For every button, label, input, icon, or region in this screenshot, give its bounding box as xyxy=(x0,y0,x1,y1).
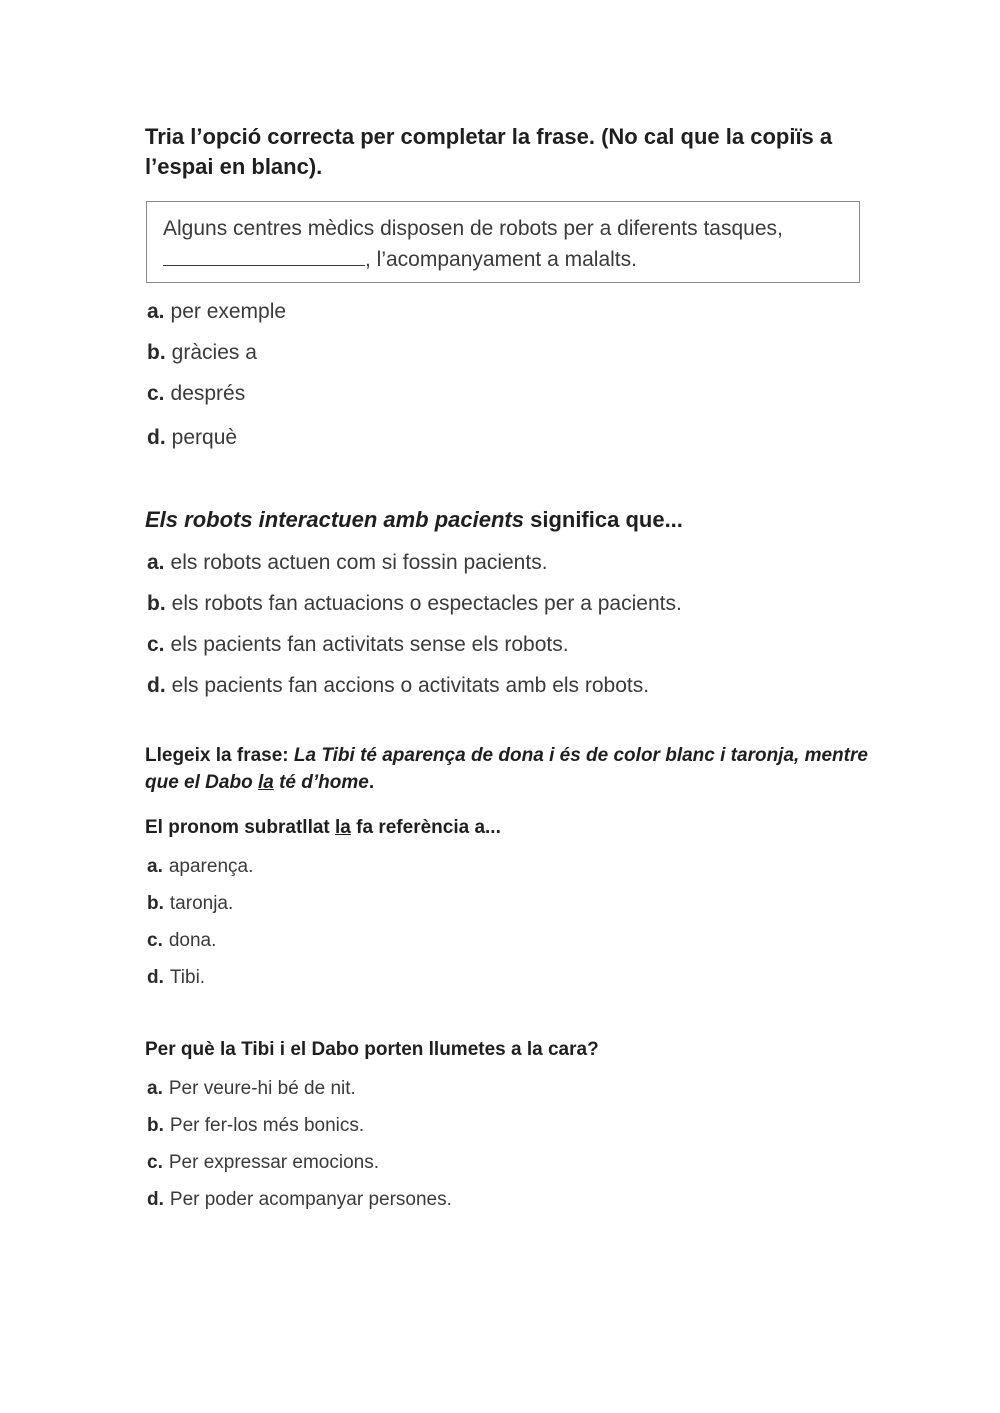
question-3-title xyxy=(145,815,501,841)
q1-option-b[interactable] xyxy=(147,341,257,365)
sentence-part-1: Alguns centres mèdics disposen de robots per a diferents tasques, xyxy=(163,217,783,240)
q2-option-a[interactable] xyxy=(147,551,548,575)
q1-option-d[interactable] xyxy=(147,426,237,450)
q3-option-b[interactable] xyxy=(147,893,233,915)
option-text: els robots actuen com si fossin pacients. xyxy=(170,551,548,574)
intro-quote-2: té d’home xyxy=(273,772,369,793)
option-text: Per poder acompanyar persones. xyxy=(169,1189,452,1210)
q4-option-c[interactable] xyxy=(147,1152,379,1174)
q2-option-d[interactable] xyxy=(147,674,649,698)
question-4-title: Per què la Tibi i el Dabo porten llumetes a la cara? xyxy=(145,1039,599,1060)
q2-option-b[interactable] xyxy=(147,592,682,616)
option-text: Tibi. xyxy=(169,967,206,988)
option-text: Per veure-hi bé de nit. xyxy=(168,1078,356,1099)
option-letter: c. xyxy=(147,930,163,951)
intro-label: Llegeix la frase: xyxy=(145,745,294,766)
option-text: els robots fan actuacions o espectacles per a pacients. xyxy=(171,592,682,615)
intro-quote-1: La Tibi té aparença de dona i és de color blanc i taronja, mentre que el Dabo xyxy=(145,745,868,793)
option-text: dona. xyxy=(168,930,217,951)
question-3-part-1: El pronom subratllat xyxy=(145,817,336,838)
option-text: taronja. xyxy=(169,893,234,914)
option-letter: a. xyxy=(147,856,163,877)
sentence-box xyxy=(146,201,860,283)
option-letter: a. xyxy=(147,551,165,574)
intro-end: . xyxy=(368,772,375,793)
option-text: els pacients fan accions o activitats amb els robots. xyxy=(171,674,650,697)
q1-option-c[interactable] xyxy=(147,382,245,406)
option-text: Per fer-los més bonics. xyxy=(169,1115,365,1136)
option-letter: c. xyxy=(147,1152,163,1173)
question-2-title xyxy=(145,506,683,534)
question-2-rest: significa que... xyxy=(523,507,683,532)
option-letter: a. xyxy=(147,1078,163,1099)
option-text: després xyxy=(170,382,246,405)
option-letter: d. xyxy=(147,674,166,697)
option-letter: b. xyxy=(147,341,166,364)
intro-quote-underlined: la xyxy=(257,772,274,793)
question-2-italic: Els robots interactuen amb pacients xyxy=(145,507,524,532)
q3-option-a[interactable] xyxy=(147,856,253,878)
option-text: els pacients fan activitats sense els robots. xyxy=(170,633,569,656)
option-letter: c. xyxy=(147,633,165,656)
option-text: perquè xyxy=(171,426,238,449)
blank-line xyxy=(163,245,365,266)
option-letter: b. xyxy=(147,1115,164,1136)
question-3-part-2: fa referència a... xyxy=(350,817,501,838)
q2-option-c[interactable] xyxy=(147,633,569,657)
option-text: gràcies a xyxy=(171,341,257,364)
option-letter: d. xyxy=(147,967,164,988)
option-letter: b. xyxy=(147,893,164,914)
q3-option-c[interactable] xyxy=(147,930,216,952)
q4-option-a[interactable] xyxy=(147,1078,356,1100)
option-text: aparença. xyxy=(168,856,254,877)
option-text: per exemple xyxy=(170,300,287,323)
option-letter: a. xyxy=(147,300,165,323)
q3-option-d[interactable] xyxy=(147,967,205,989)
option-letter: d. xyxy=(147,426,166,449)
option-letter: b. xyxy=(147,592,166,615)
q1-option-a[interactable] xyxy=(147,300,286,324)
q4-option-d[interactable] xyxy=(147,1189,452,1211)
option-letter: d. xyxy=(147,1189,164,1210)
question-3-underlined: la xyxy=(335,817,351,838)
question-3-intro xyxy=(145,742,885,796)
option-text: Per expressar emocions. xyxy=(168,1152,380,1173)
option-letter: c. xyxy=(147,382,165,405)
sentence-part-2: , l’acompanyament a malalts. xyxy=(365,248,637,271)
q4-option-b[interactable] xyxy=(147,1115,364,1137)
question-1-title: Tria l’opció correcta per completar la frase. (No cal que la copiïs a l’espai en blanc). xyxy=(145,124,833,179)
